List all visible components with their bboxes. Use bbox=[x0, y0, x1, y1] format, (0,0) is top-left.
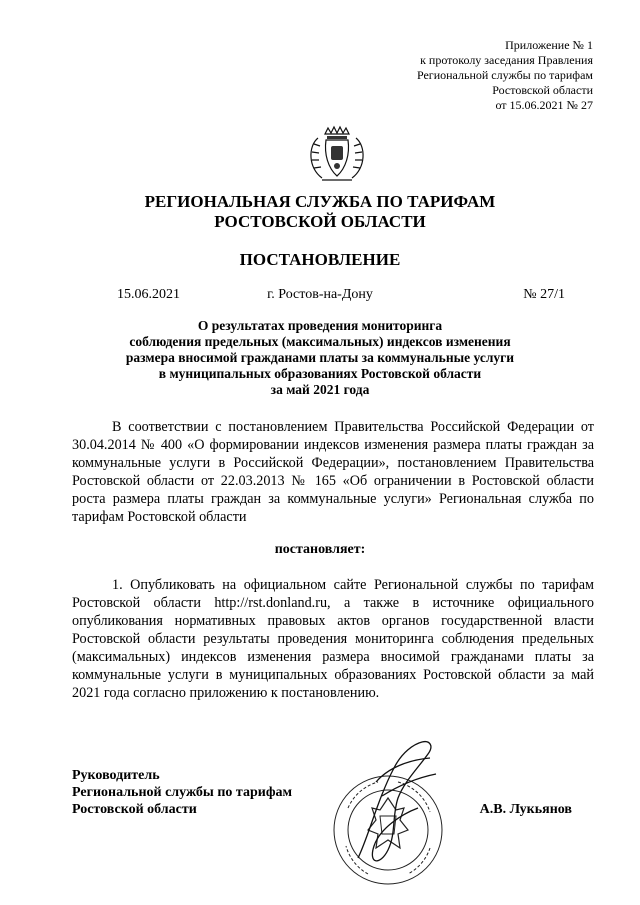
document-type: ПОСТАНОВЛЕНИЕ bbox=[239, 250, 401, 269]
signer-name: А.В. Лукьянов bbox=[479, 802, 572, 817]
signature-icon bbox=[358, 742, 436, 861]
appendix-line: Ростовской области bbox=[492, 83, 593, 97]
agency-title-line: РОСТОВСКОЙ ОБЛАСТИ bbox=[214, 212, 426, 231]
signer-position-line: Ростовской области bbox=[72, 802, 197, 817]
document-number: № 27/1 bbox=[523, 287, 565, 302]
subject-line: соблюдения предельных (максимальных) индексов изменения bbox=[129, 334, 511, 349]
document-subject bbox=[0, 318, 640, 398]
appendix-note bbox=[417, 38, 593, 113]
subject-line: О результатах проведения мониторинга bbox=[197, 318, 443, 333]
signer-position-line: Руководитель bbox=[72, 768, 160, 783]
preamble-paragraph bbox=[72, 418, 594, 526]
resolves-heading: постановляет: bbox=[274, 542, 366, 557]
item-1-paragraph bbox=[72, 576, 594, 702]
appendix-line: Региональной службы по тарифам bbox=[416, 68, 593, 82]
seal-stamp-icon bbox=[318, 738, 458, 888]
agency-title bbox=[0, 192, 640, 232]
subject-line: размера вносимой гражданами платы за коммунальные услуги bbox=[125, 350, 515, 365]
agency-title-line: РЕГИОНАЛЬНАЯ СЛУЖБА ПО ТАРИФАМ bbox=[144, 192, 496, 211]
appendix-line: Приложение № 1 bbox=[505, 38, 593, 52]
signer-position-line: Региональной службы по тарифам bbox=[72, 785, 293, 800]
signer-position bbox=[72, 767, 292, 818]
subject-line: за май 2021 года bbox=[270, 382, 370, 397]
document-date: 15.06.2021 bbox=[117, 287, 180, 302]
appendix-line: от 15.06.2021 № 27 bbox=[495, 98, 593, 112]
appendix-line: к протоколу заседания Правления bbox=[420, 53, 593, 67]
document-city: г. Ростов-на-Дону bbox=[267, 287, 373, 302]
preamble-text: В соответствии с постановлением Правительства Российской Федерации от 30.04.2014 № 400 «О формировании индексов изменения размера платы граждан за коммунальные услуги в Российской Федерации», постановлением Правительства Ростовской области от 22.03.2013 № 165 «Об ограничении в Ростовской области роста размера платы граждан за коммунальные услуги» Региональная служба по тарифам Ростовской области bbox=[72, 419, 594, 525]
subject-line: в муниципальных образованиях Ростовской области bbox=[158, 366, 482, 381]
coat-of-arms-icon bbox=[304, 124, 370, 184]
item-1-text: 1. Опубликовать на официальном сайте Региональной службы по тарифам Ростовской области http://rst.donland.ru, а также в источнике официального опубликования нормативных правовых актов органов государственной власти Ростовской области результаты проведения мониторинга соблюдения предельных (максимальных) индексов изменения размера вносимой гражданами платы за коммунальные услуги в муниципальных образованиях Ростовской области за май 2021 года согласно приложению к постановлению. bbox=[72, 577, 594, 701]
